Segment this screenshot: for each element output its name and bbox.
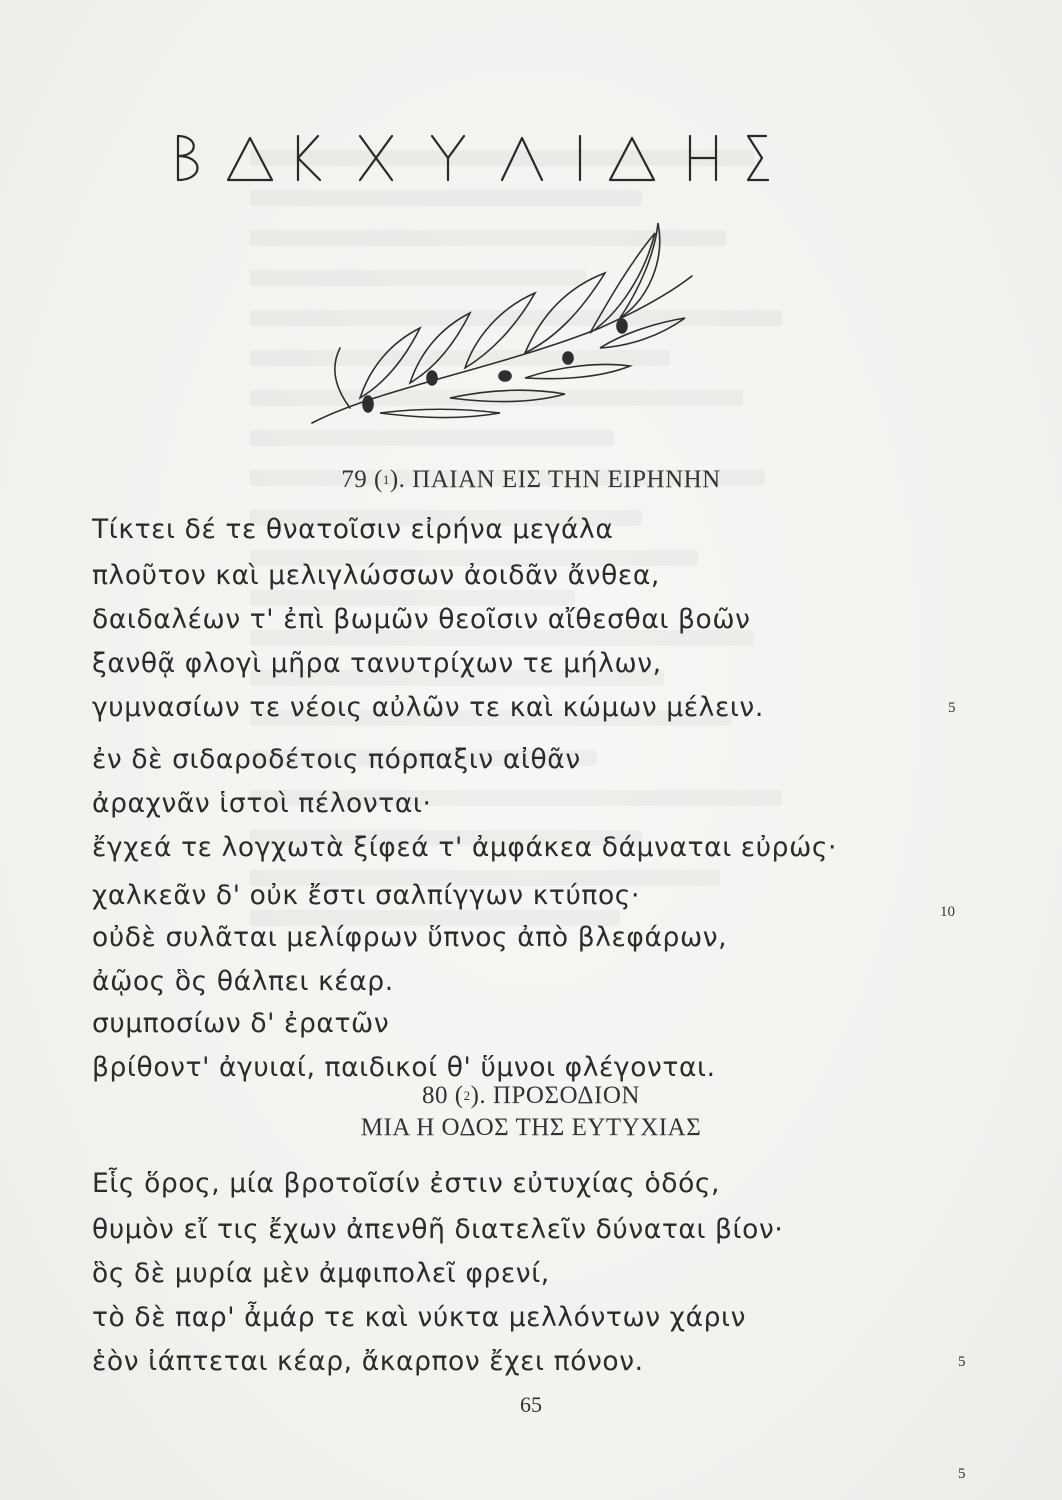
poem-2-line: θυμὸν εἴ τις ἔχων ἀπενθῆ διατελεῖν δύναται βίον· xyxy=(92,1214,784,1245)
poem-1-line: Τίκτει δέ τε θνατοῖσιν εἰρήνα μεγάλα xyxy=(92,514,614,545)
poem-1-line: συμποσίων δ' ἐρατῶν xyxy=(92,1008,390,1039)
line-number: 10 xyxy=(940,904,955,920)
poem-2-subtitle: ΜΙΑ Η ΟΔΟΣ ΤΗΣ ΕΥΤΥΧΙΑΣ xyxy=(360,1114,702,1141)
poem-2-line: ἑὸν ἰάπτεται κέαρ, ἄκαρπον ἔχει πόνον. xyxy=(92,1346,644,1377)
poem-1-line: βρίθοντ' ἀγυιαί, παιδικοί θ' ὕμνοι φλέγονται. xyxy=(92,1052,716,1083)
author-title xyxy=(170,128,870,188)
poem-2-line: Εἷς ὅρος, μία βροτοῖσίν ἐστιν εὐτυχίας ὁδός, xyxy=(92,1168,721,1199)
poem-1-line: χαλκεᾶν δ' οὐκ ἔστι σαλπίγγων κτύπος· xyxy=(92,880,640,911)
poem-1-line: ἔγχεά τε λογχωτὰ ξίφεά τ' ἀμφάκεα δάμναται εὐρώς· xyxy=(92,832,838,863)
poem-1-line: γυμνασίων τε νέοις αὐλῶν τε καὶ κώμων μέλειν. xyxy=(92,692,764,723)
poem-1-line: πλοῦτον καὶ μελιγλώσσων ἀοιδᾶν ἄνθεα, xyxy=(92,560,660,591)
poem-1-line: οὐδὲ συλᾶται μελίφρων ὕπνος ἀπὸ βλεφάρων, xyxy=(92,922,728,953)
poem-2-line: τὸ δὲ παρ' ἆμάρ τε καὶ νύκτα μελλόντων χάριν xyxy=(92,1302,747,1333)
poem-1-ref: 1 xyxy=(382,472,390,487)
poem-1-line: δαιδαλέων τ' ἐπὶ βωμῶν θεοῖσιν αἴθεσθαι βοῶν xyxy=(92,604,751,635)
poem-1-title: ). ΠΑΙΑΝ ΕΙΣ ΤΗΝ ΕΙΡΗΝΗΝ xyxy=(389,466,721,493)
poem-1-line: ἐν δὲ σιδαροδέτοις πόρπαξιν αἰθᾶν xyxy=(92,744,581,775)
poem-1-heading xyxy=(0,466,1062,494)
margin-number: 5 xyxy=(958,1466,966,1482)
page-number: 65 xyxy=(520,1392,542,1417)
poem-2-heading xyxy=(0,1082,1062,1110)
poem-1-number: 79 ( xyxy=(341,466,383,493)
poem-2-number: 80 ( xyxy=(422,1082,464,1109)
poem-1-line: ἀῷος ὃς θάλπει κέαρ. xyxy=(92,966,394,997)
line-number: 5 xyxy=(948,700,956,716)
poem-2-title: ). ΠΡΟΣΟΔΙΟΝ xyxy=(470,1082,640,1109)
poem-2-line: ὃς δὲ μυρία μὲν ἀμφιπολεῖ φρενί, xyxy=(92,1258,550,1289)
poem-2-ref: 2 xyxy=(463,1088,471,1103)
poem-1-line: ἀραχνᾶν ἱστοὶ πέλονται· xyxy=(92,788,432,819)
poem-1-line: ξανθᾷ φλογὶ μῆρα τανυτρίχων τε μήλων, xyxy=(92,648,662,679)
olive-branch-ornament xyxy=(300,218,700,448)
line-number: 5 xyxy=(958,1354,966,1370)
